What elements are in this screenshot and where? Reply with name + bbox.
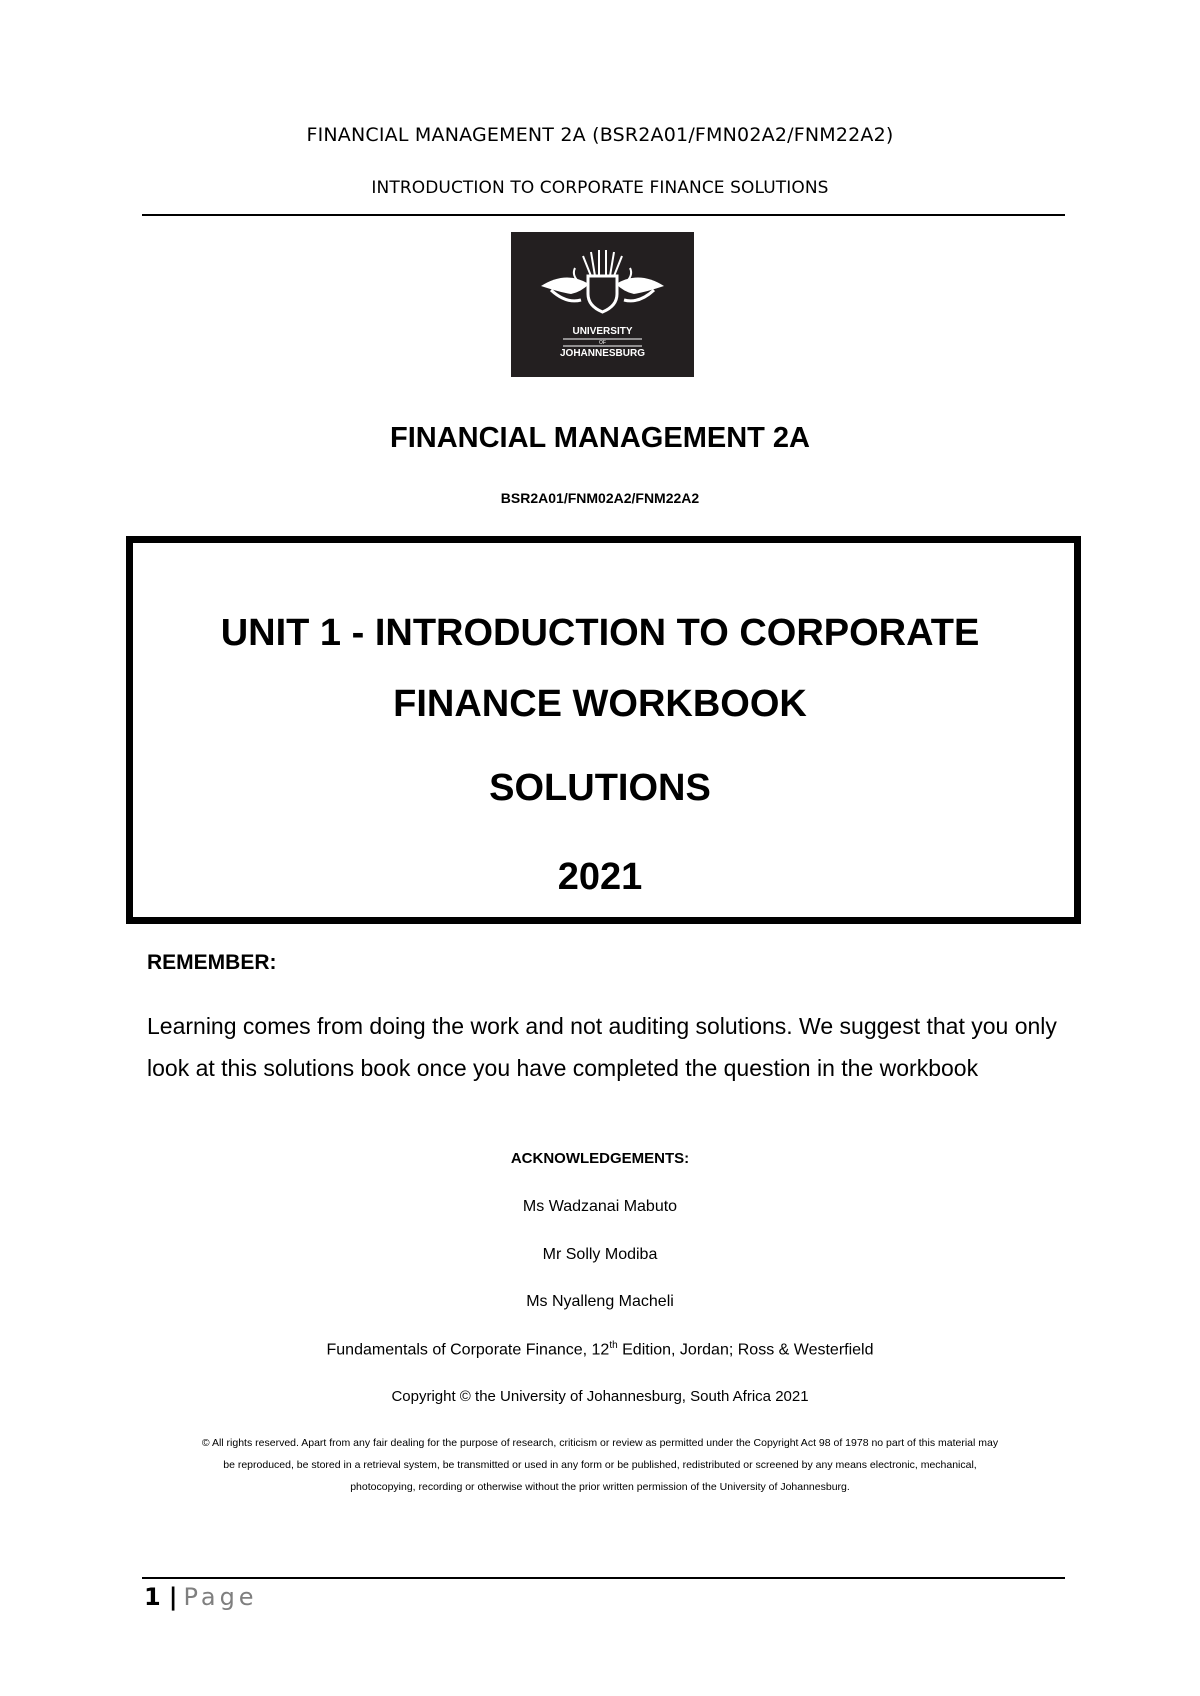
remember-heading: REMEMBER: (147, 951, 277, 974)
textbook-reference (0, 1340, 1200, 1359)
acknowledgement-name: Mr Solly Modiba (542, 1246, 658, 1263)
page-number: 1 (144, 1583, 161, 1611)
logo-text-of: OF (599, 340, 606, 346)
university-crest-icon (511, 232, 694, 377)
page-footer (144, 1583, 258, 1611)
header-divider (142, 214, 1065, 216)
running-header-course: FINANCIAL MANAGEMENT 2A (BSR2A01/FMN02A2/FNM22A2) (306, 124, 894, 146)
logo-text-johannesburg: JOHANNESBURG (559, 348, 646, 359)
acknowledgement-name: Ms Wadzanai Mabuto (522, 1198, 678, 1215)
unit-title-line-2: FINANCE WORKBOOK (393, 683, 807, 725)
running-header-subtitle: INTRODUCTION TO CORPORATE FINANCE SOLUTIONS (371, 178, 829, 198)
course-code: BSR2A01/FNM02A2/FNM22A2 (500, 490, 700, 506)
reference-authors: Edition, Jordan; Ross & Westerfield (617, 1341, 874, 1359)
logo-text-university: UNIVERSITY (572, 326, 633, 337)
unit-title-line-1: UNIT 1 - INTRODUCTION TO CORPORATE (220, 612, 980, 654)
copyright-line: Copyright © the University of Johannesburg, South Africa 2021 (391, 1388, 809, 1405)
unit-title-solutions: SOLUTIONS (489, 767, 711, 809)
page-label: Page (183, 1583, 258, 1611)
acknowledgements-heading: ACKNOWLEDGEMENTS: (510, 1150, 690, 1167)
university-logo (511, 232, 694, 377)
course-title: FINANCIAL MANAGEMENT 2A (390, 422, 810, 454)
acknowledgement-name: Ms Nyalleng Macheli (526, 1293, 674, 1310)
footer-divider (142, 1577, 1065, 1579)
rights-notice: © All rights reserved. Apart from any fair dealing for the purpose of research, criticism or review as permitted under the Copyright Act 98 of 1978 no part of this material may be reproduced, be stored in a retrieval system, be transmitted or used in any form or be published, redistributed or screened by any means electronic, mechanical, photocopying, recording or otherwise without the prior written permission of the University of Johannesburg. (201, 1437, 999, 1493)
unit-title-year: 2021 (557, 856, 643, 898)
page-separator: | (168, 1583, 178, 1611)
remember-paragraph: Learning comes from doing the work and not auditing solutions. We suggest that you only look at this solutions book once you have completed the question in the workbook (147, 1013, 1057, 1081)
reference-title: Fundamentals of Corporate Finance, 12 (326, 1341, 610, 1359)
reference-edition-suffix: th (609, 1340, 618, 1351)
